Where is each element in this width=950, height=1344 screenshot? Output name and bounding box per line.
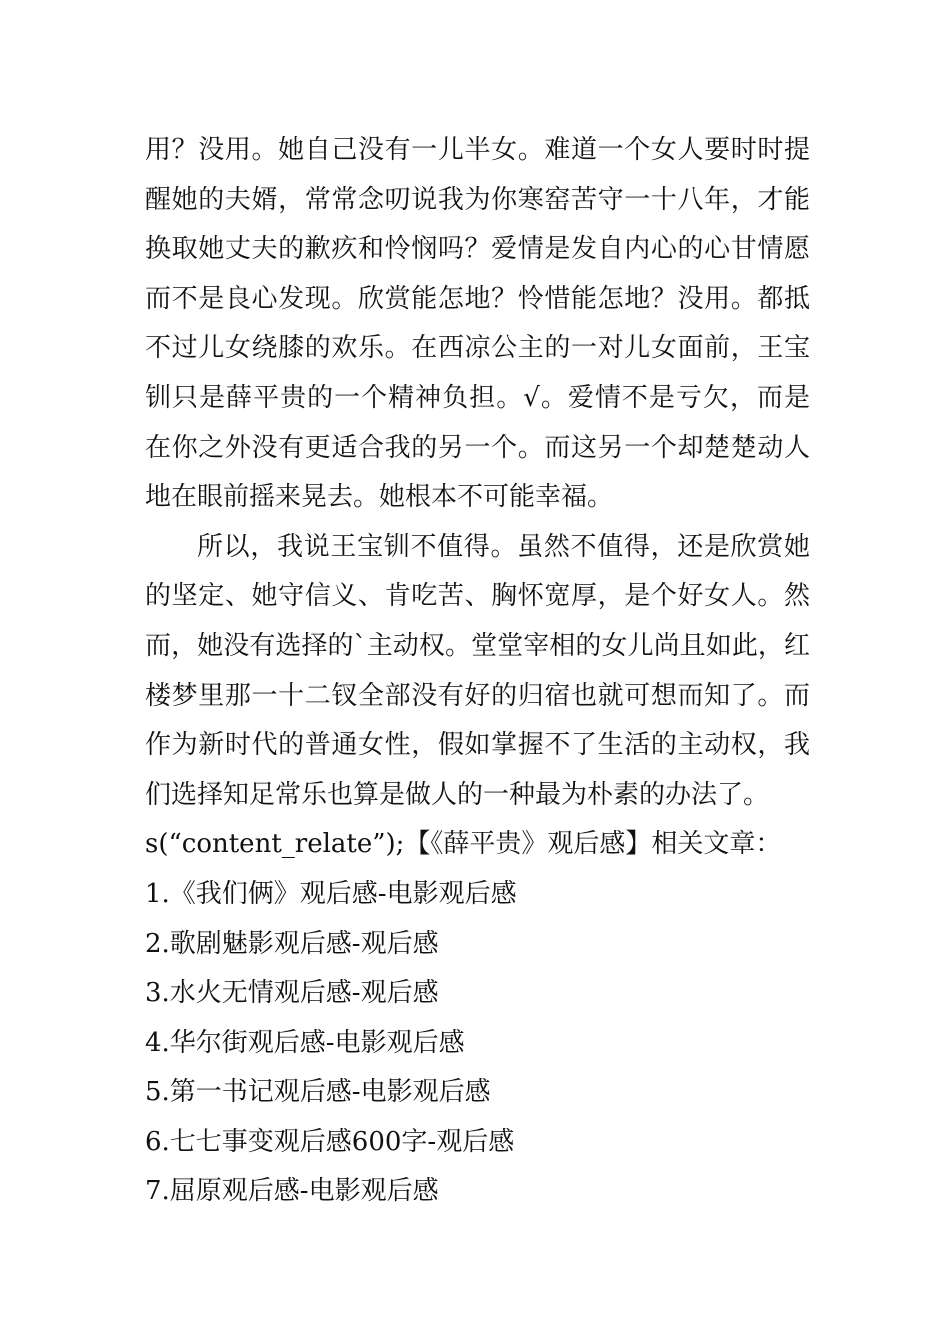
- paragraph-line: 不过儿女绕膝的欢乐。在西凉公主的一对儿女面前，王宝: [145, 333, 810, 364]
- related-article-link[interactable]: 4.华尔街观后感-电影观后感: [145, 1027, 465, 1058]
- paragraph-1: [145, 126, 810, 523]
- paragraph-line: 在你之外没有更适合我的另一个。而这另一个却楚楚动人: [145, 432, 810, 463]
- paragraph-line: 的坚定、她守信义、肯吃苦、胸怀宽厚，是个好女人。然: [145, 581, 810, 612]
- related-article-link[interactable]: 7.屈原观后感-电影观后感: [145, 1176, 439, 1207]
- paragraph-line: 所以，我说王宝钏不值得。虽然不值得，还是欣赏她: [197, 531, 810, 562]
- paragraph-line: 而不是良心发现。欣赏能怎地？怜惜能怎地？没用。都抵: [145, 283, 810, 314]
- related-article-link[interactable]: 3.水火无情观后感-观后感: [145, 978, 439, 1009]
- paragraph-line: 钏只是薛平贵的一个精神负担。√。爱情不是亏欠，而是: [145, 382, 810, 413]
- related-article-link[interactable]: 1.《我们俩》观后感-电影观后感: [145, 878, 517, 909]
- related-article-link[interactable]: 5.第一书记观后感-电影观后感: [145, 1077, 491, 1108]
- paragraph-line: 用？没用。她自己没有一儿半女。难道一个女人要时时提: [145, 135, 810, 165]
- paragraph-line: 们选择知足常乐也算是做人的一种最为朴素的办法了。: [145, 779, 770, 810]
- paragraph-line: 醒她的夫婿，常常念叨说我为你寒窑苦守一十八年，才能: [145, 184, 810, 215]
- paragraph-line: 楼梦里那一十二钗全部没有好的归宿也就可想而知了。而: [145, 680, 810, 711]
- paragraph-line: 换取她丈夫的歉疚和怜悯吗？爱情是发自内心的心甘情愿: [145, 234, 810, 265]
- paragraph-line: 地在眼前摇来晃去。她根本不可能幸福。: [145, 482, 614, 513]
- paragraph-2: [145, 523, 810, 821]
- paragraph-line: 而，她没有选择的`主动权。堂堂宰相的女儿尚且如此，红: [145, 630, 810, 661]
- related-articles: [145, 820, 810, 1217]
- paragraph-line: 作为新时代的普通女性，假如掌握不了生活的主动权，我: [145, 730, 810, 761]
- related-article-link[interactable]: 6.七七事变观后感600字-观后感: [145, 1126, 515, 1157]
- related-articles-header: s(“content_relate”);【《薛平贵》观后感】相关文章：: [145, 829, 782, 860]
- related-article-link[interactable]: 2.歌剧魅影观后感-观后感: [145, 928, 439, 959]
- document-body: [145, 126, 810, 1217]
